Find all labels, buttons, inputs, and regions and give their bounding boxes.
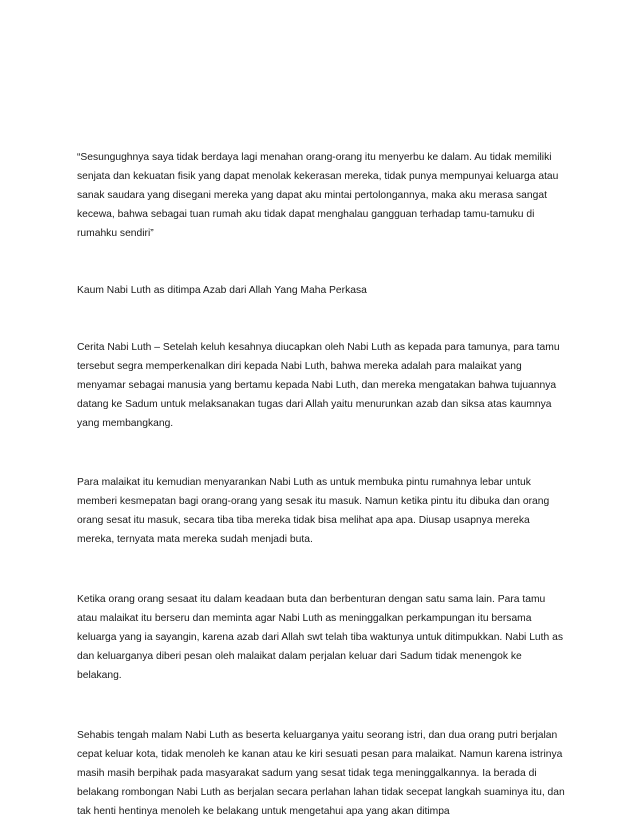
paragraph-quote: “Sesungughnya saya tidak berdaya lagi menahan orang-orang itu menyerbu ke dalam. Au tidak memiliki senjata dan kekuatan fisik yang dapat menolak kekerasan mereka, tidak punya mempunyai keluarga atau sanak saudara yang disegani mereka yang dapat aku mintai pertolongannya, maka aku merasa sangat kecewa, bahwa sebagai tuan rumah aku tidak dapat menghalau gangguan terhadap tamu-tamuku di rumahku sendiri”	[77, 152, 559, 239]
paragraph-leave-village: Ketika orang orang sesaat itu dalam keadaan buta dan berbenturan dengan satu sama lain. Para tamu atau malaikat itu berseru dan meminta agar Nabi Luth as meninggalkan perkampungan itu bersama keluarga yang ia sayangin, karena azab dari Allah swt telah tiba waktunya untuk ditimpukkan. Nabi Luth as dan keluarganya diberi pesan oleh malaikat dalam perjalan keluar dari Sadum tidak menengok ke belakang.	[77, 594, 563, 681]
section-heading: Kaum Nabi Luth as ditimpa Azab dari Allah Yang Maha Perkasa	[77, 285, 367, 296]
paragraph-door-opened: Para malaikat itu kemudian menyarankan Nabi Luth as untuk membuka pintu rumahnya lebar untuk memberi kesmepatan bagi orang-orang yang sesak itu masuk. Namun ketika pintu itu dibuka dan orang orang sesat itu masuk, secara tiba tiba mereka tidak bisa melihat apa apa. Diusap usapnya mereka mereka, ternyata mata mereka sudah menjadi buta.	[77, 477, 550, 545]
document-body	[77, 148, 567, 821]
paragraph-night-departure: Sehabis tengah malam Nabi Luth as beserta keluarganya yaitu seorang istri, dan dua orang putri berjalan cepat keluar kota, tidak menoleh ke kanan atau ke kiri sesuati pesan para malaikat. Namun karena istrinya masih masih berpihak pada masyarakat sadum yang sesat tidak tega meninggalkannya. Ia berada di belakang rombongan Nabi Luth as berjalan secara perlahan lahan tidak secepat langkah suaminya itu, dan tak henti hentinya menoleh ke belakang untuk mengetahui apa yang akan ditimpa	[77, 730, 565, 817]
paragraph-story-intro: Cerita Nabi Luth – Setelah keluh kesahnya diucapkan oleh Nabi Luth as kepada para tamunya, para tamu tersebut segra memperkenalkan diri kepada Nabi Luth, bahwa mereka adalah para malaikat yang menyamar sebagai manusia yang bertamu kepada Nabi Luth, dan mereka mengatakan bahwa tujuannya datang ke Sadum untuk melaksanakan tugas dari Allah yaitu menurunkan azab dan siksa atas kaumnya yang membangkang.	[77, 342, 560, 429]
